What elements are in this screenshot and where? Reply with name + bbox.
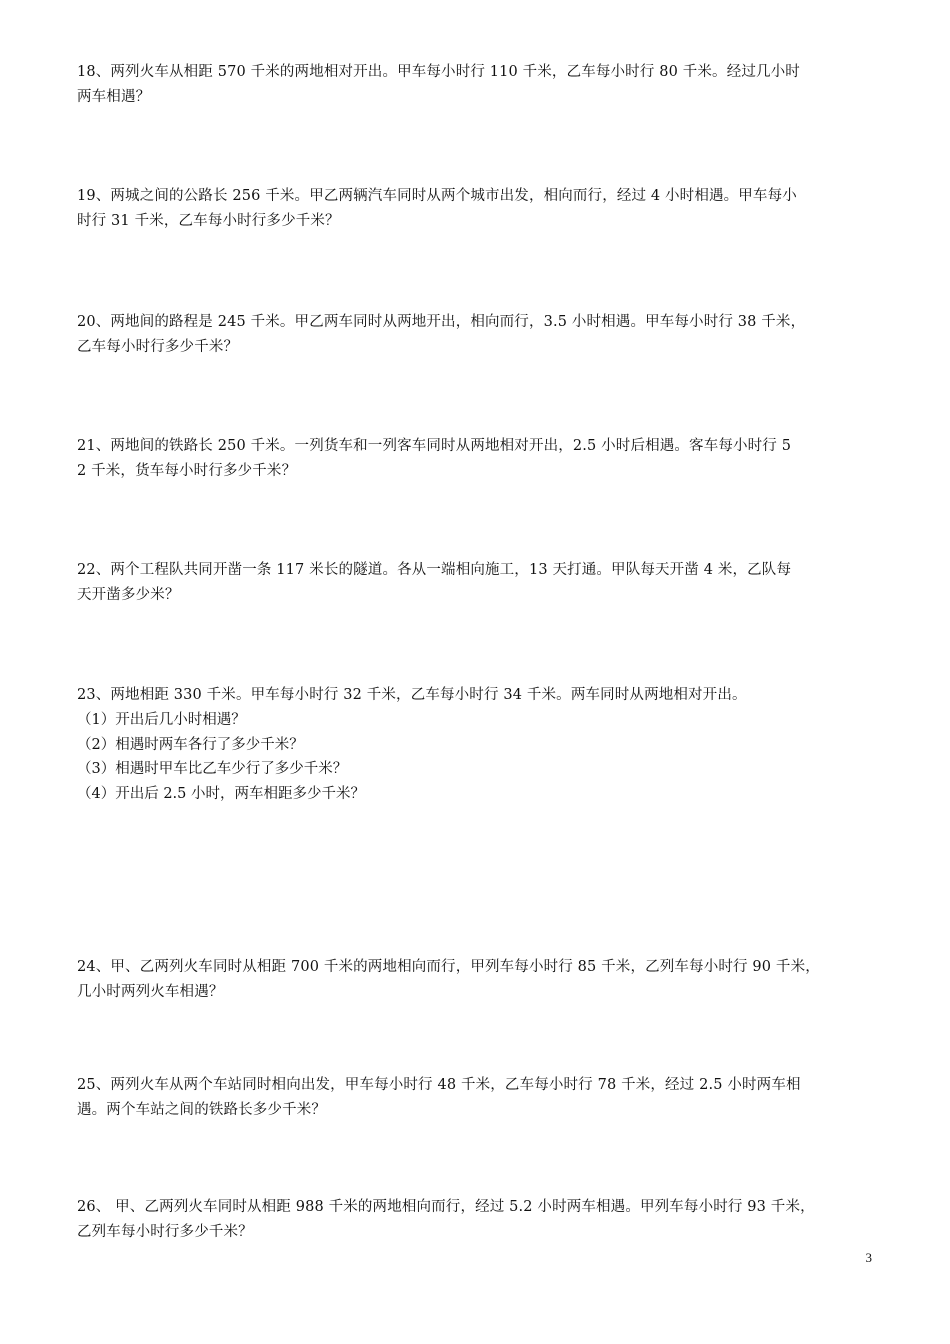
problem-23-sub-3: （3）相遇时甲车比乙车少行了多少千米？	[77, 761, 348, 777]
problem-24-line-2: 几小时两列火车相遇？	[77, 984, 224, 1000]
problem-21	[77, 434, 877, 484]
problem-25-line-1: 25、两列火车从两个车站同时相向出发，甲车每小时行 48 千米，乙车每小时行 78 千米，经过 2.5 小时两车相	[77, 1077, 801, 1093]
problem-20-line-2: 乙车每小时行多少千米？	[77, 339, 239, 355]
problem-19	[77, 184, 877, 234]
problem-23-line-1: 23、两地相距 330 千米。甲车每小时行 32 千米，乙车每小时行 34 千米。两车同时从两地相对开出。	[77, 687, 747, 703]
problem-22-line-1: 22、两个工程队共同开凿一条 117 米长的隧道。各从一端相向施工，13 天打通。甲队每天开凿 4 米，乙队每	[77, 562, 792, 578]
problem-23	[77, 683, 877, 806]
page-number: 3	[865, 1250, 872, 1265]
problem-26-line-2: 乙列车每小时行多少千米？	[77, 1224, 253, 1240]
problem-22-line-2: 天开凿多少米？	[77, 587, 180, 603]
problem-24-line-1: 24、甲、乙两列火车同时从相距 700 千米的两地相向而行，甲列车每小时行 85 千米，乙列车每小时行 90 千米，	[77, 959, 820, 975]
problem-26	[77, 1195, 877, 1245]
problem-21-line-1: 21、两地间的铁路长 250 千米。一列货车和一列客车同时从两地相对开出，2.5 小时后相遇。客车每小时行 5	[77, 438, 792, 454]
problem-19-line-1: 19、两城之间的公路长 256 千米。甲乙两辆汽车同时从两个城市出发，相向而行，经过 4 小时相遇。甲车每小	[77, 188, 797, 204]
problem-18	[77, 60, 877, 110]
problem-23-sub-4: （4）开出后 2.5 小时，两车相距多少千米？	[77, 785, 366, 802]
problem-25	[77, 1073, 877, 1123]
problem-26-line-1: 26、 甲、乙两列火车同时从相距 988 千米的两地相向而行，经过 5.2 小时两车相遇。甲列车每小时行 93 千米，	[77, 1199, 815, 1215]
problem-18-line-1: 18、两列火车从相距 570 千米的两地相对开出。甲车每小时行 110 千米，乙车每小时行 80 千米。经过几小时	[77, 64, 800, 80]
problem-19-line-2: 时行 31 千米，乙车每小时行多少千米？	[77, 213, 340, 229]
problem-20	[77, 310, 877, 360]
problem-18-line-2: 两车相遇？	[77, 89, 151, 105]
problem-22	[77, 558, 877, 608]
problem-21-line-2: 2 千米，货车每小时行多少千米？	[77, 463, 297, 479]
problem-23-sub-2: （2）相遇时两车各行了多少千米？	[77, 736, 304, 753]
problem-25-line-2: 遇。两个车站之间的铁路长多少千米？	[77, 1102, 327, 1118]
problem-23-sub-1: （1）开出后几小时相遇？	[77, 712, 246, 728]
problem-24	[77, 955, 877, 1005]
problem-20-line-1: 20、两地间的路程是 245 千米。甲乙两车同时从两地开出，相向而行，3.5 小时相遇。甲车每小时行 38 千米，	[77, 314, 806, 330]
